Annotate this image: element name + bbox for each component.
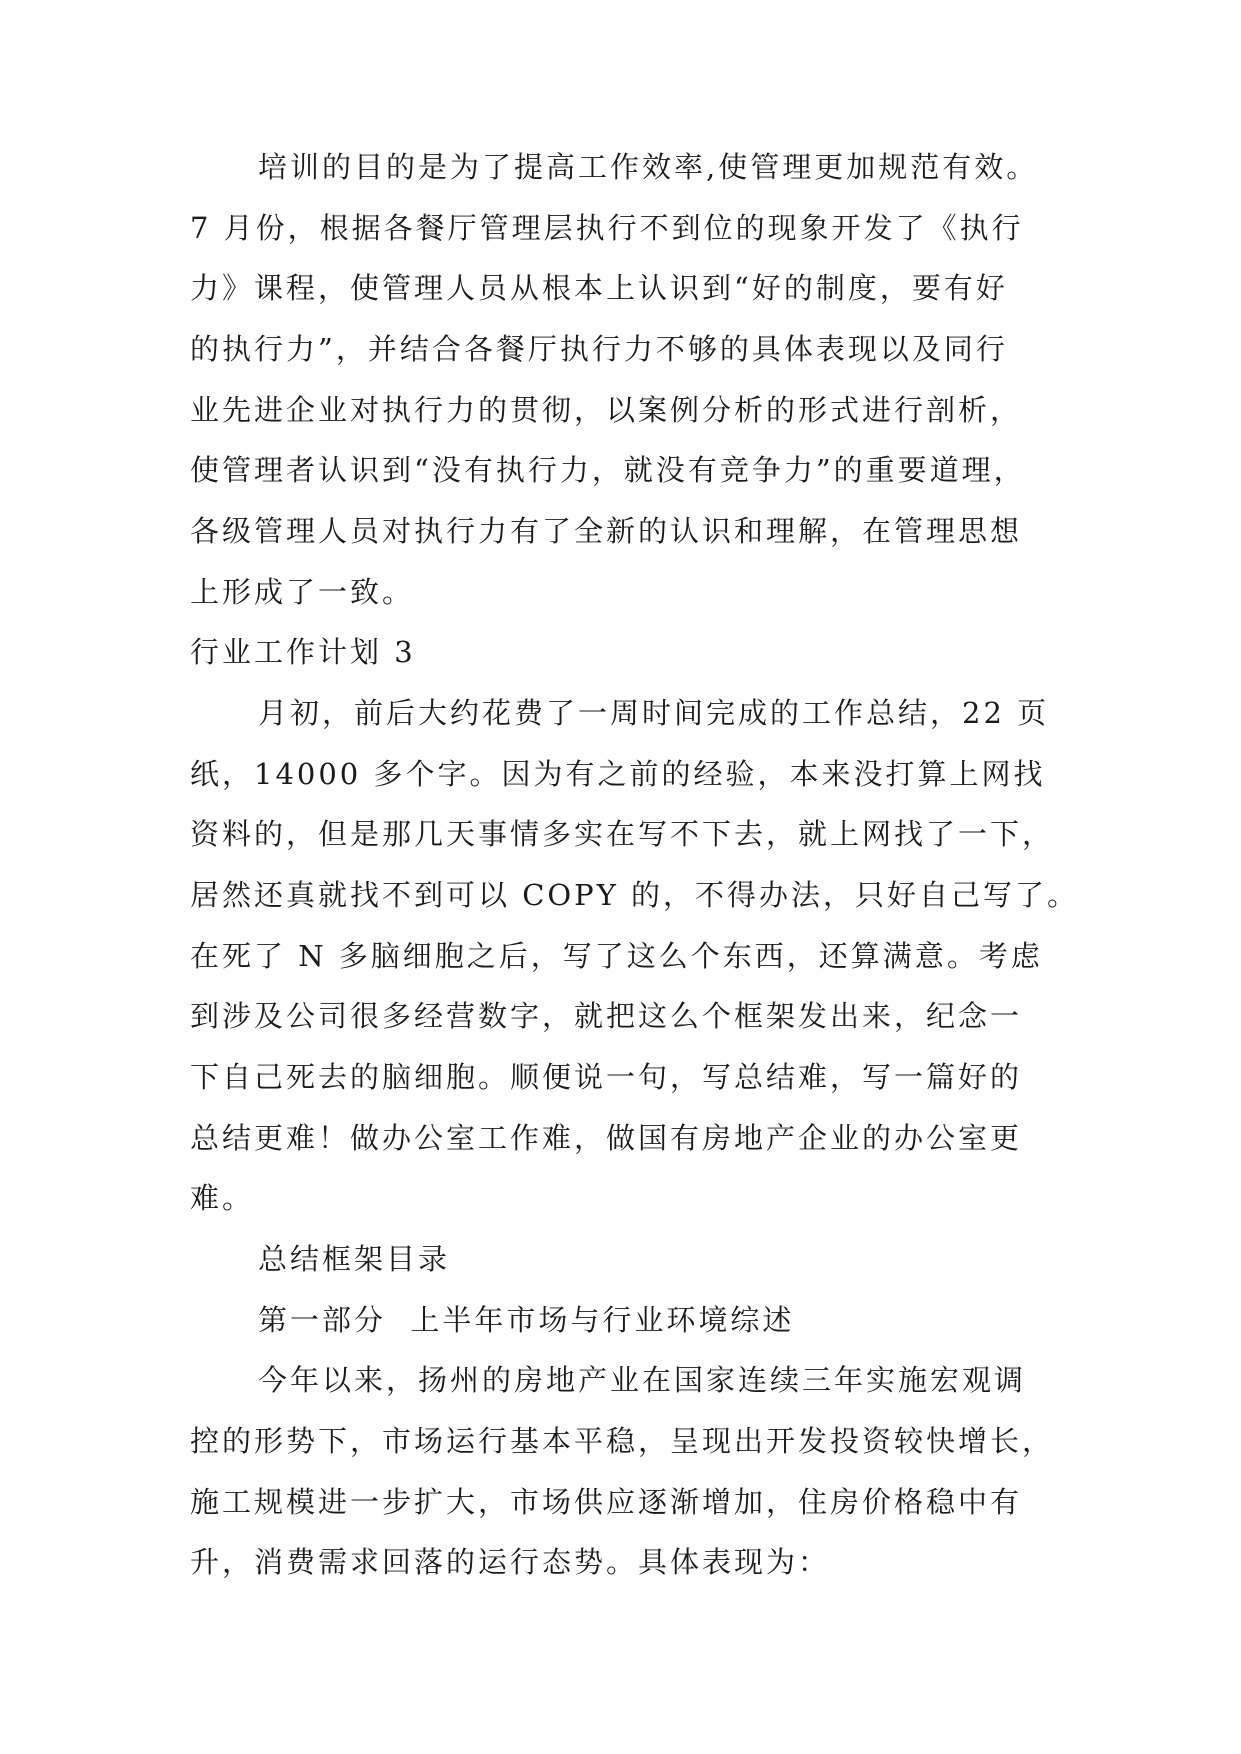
paragraph-1-line-2: 7 月份，根据各餐厅管理层执行不到位的现象开发了《执行 [190,211,1024,245]
paragraph-2-line-6: 到涉及公司很多经营数字，就把这么个框架发出来，纪念一 [190,999,1023,1033]
outline-title: 总结框架目录 [258,1242,451,1276]
paragraph-3-line-1: 今年以来，扬州的房地产业在国家连续三年实施宏观调 [258,1363,1027,1397]
paragraph-2-line-3: 资料的，但是那几天事情多实在写不下去，就上网找了一下， [190,817,1055,851]
paragraph-2-line-7: 下自己死去的脑细胞。顺便说一句，写总结难，写一篇好的 [190,1060,1023,1094]
paragraph-1-line-1: 培训的目的是为了提高工作效率,使管理更加规范有效。 [258,150,1039,184]
paragraph-3-line-4: 升，消费需求回落的运行态势。具体表现为： [190,1545,831,1579]
paragraph-2-line-1: 月初，前后大约花费了一周时间完成的工作总结，22 页 [258,696,1050,730]
paragraph-2-line-8: 总结更难！做办公室工作难，做国有房地产企业的办公室更 [190,1121,1023,1155]
paragraph-1-line-6: 使管理者认识到“没有执行力，就没有竞争力”的重要道理， [190,453,1026,487]
paragraph-1-line-4: 的执行力”，并结合各餐厅执行力不够的具体表现以及同行 [190,332,1008,366]
paragraph-2-line-4: 居然还真就找不到可以 COPY 的，不得办法，只好自己写了。 [190,878,1080,912]
section-title: 行业工作计划 3 [190,635,416,669]
paragraph-3-line-2: 控的形势下，市场运行基本平稳，呈现出开发投资较快增长， [190,1424,1055,1458]
paragraph-1-line-7: 各级管理人员对执行力有了全新的认识和理解，在管理思想 [190,514,1023,548]
paragraph-1-line-3: 力》课程，使管理人员从根本上认识到“好的制度，要有好 [190,271,1008,305]
paragraph-3-line-3: 施工规模进一步扩大，市场供应逐渐增加，住房价格稳中有 [190,1485,1023,1519]
paragraph-1-line-8: 上形成了一致。 [190,575,415,609]
paragraph-2-line-5: 在死了 N 多脑细胞之后，写了这么个东西，还算满意。考虑 [190,939,1043,973]
paragraph-2-line-2: 纸，14000 多个字。因为有之前的经验，本来没打算上网找 [190,757,1046,791]
paragraph-1-line-5: 业先进企业对执行力的贯彻，以案例分析的形式进行剖析， [190,393,1023,427]
paragraph-2-line-9: 难。 [190,1181,255,1215]
part-title: 第一部分 上半年市场与行业环境综述 [258,1303,795,1337]
